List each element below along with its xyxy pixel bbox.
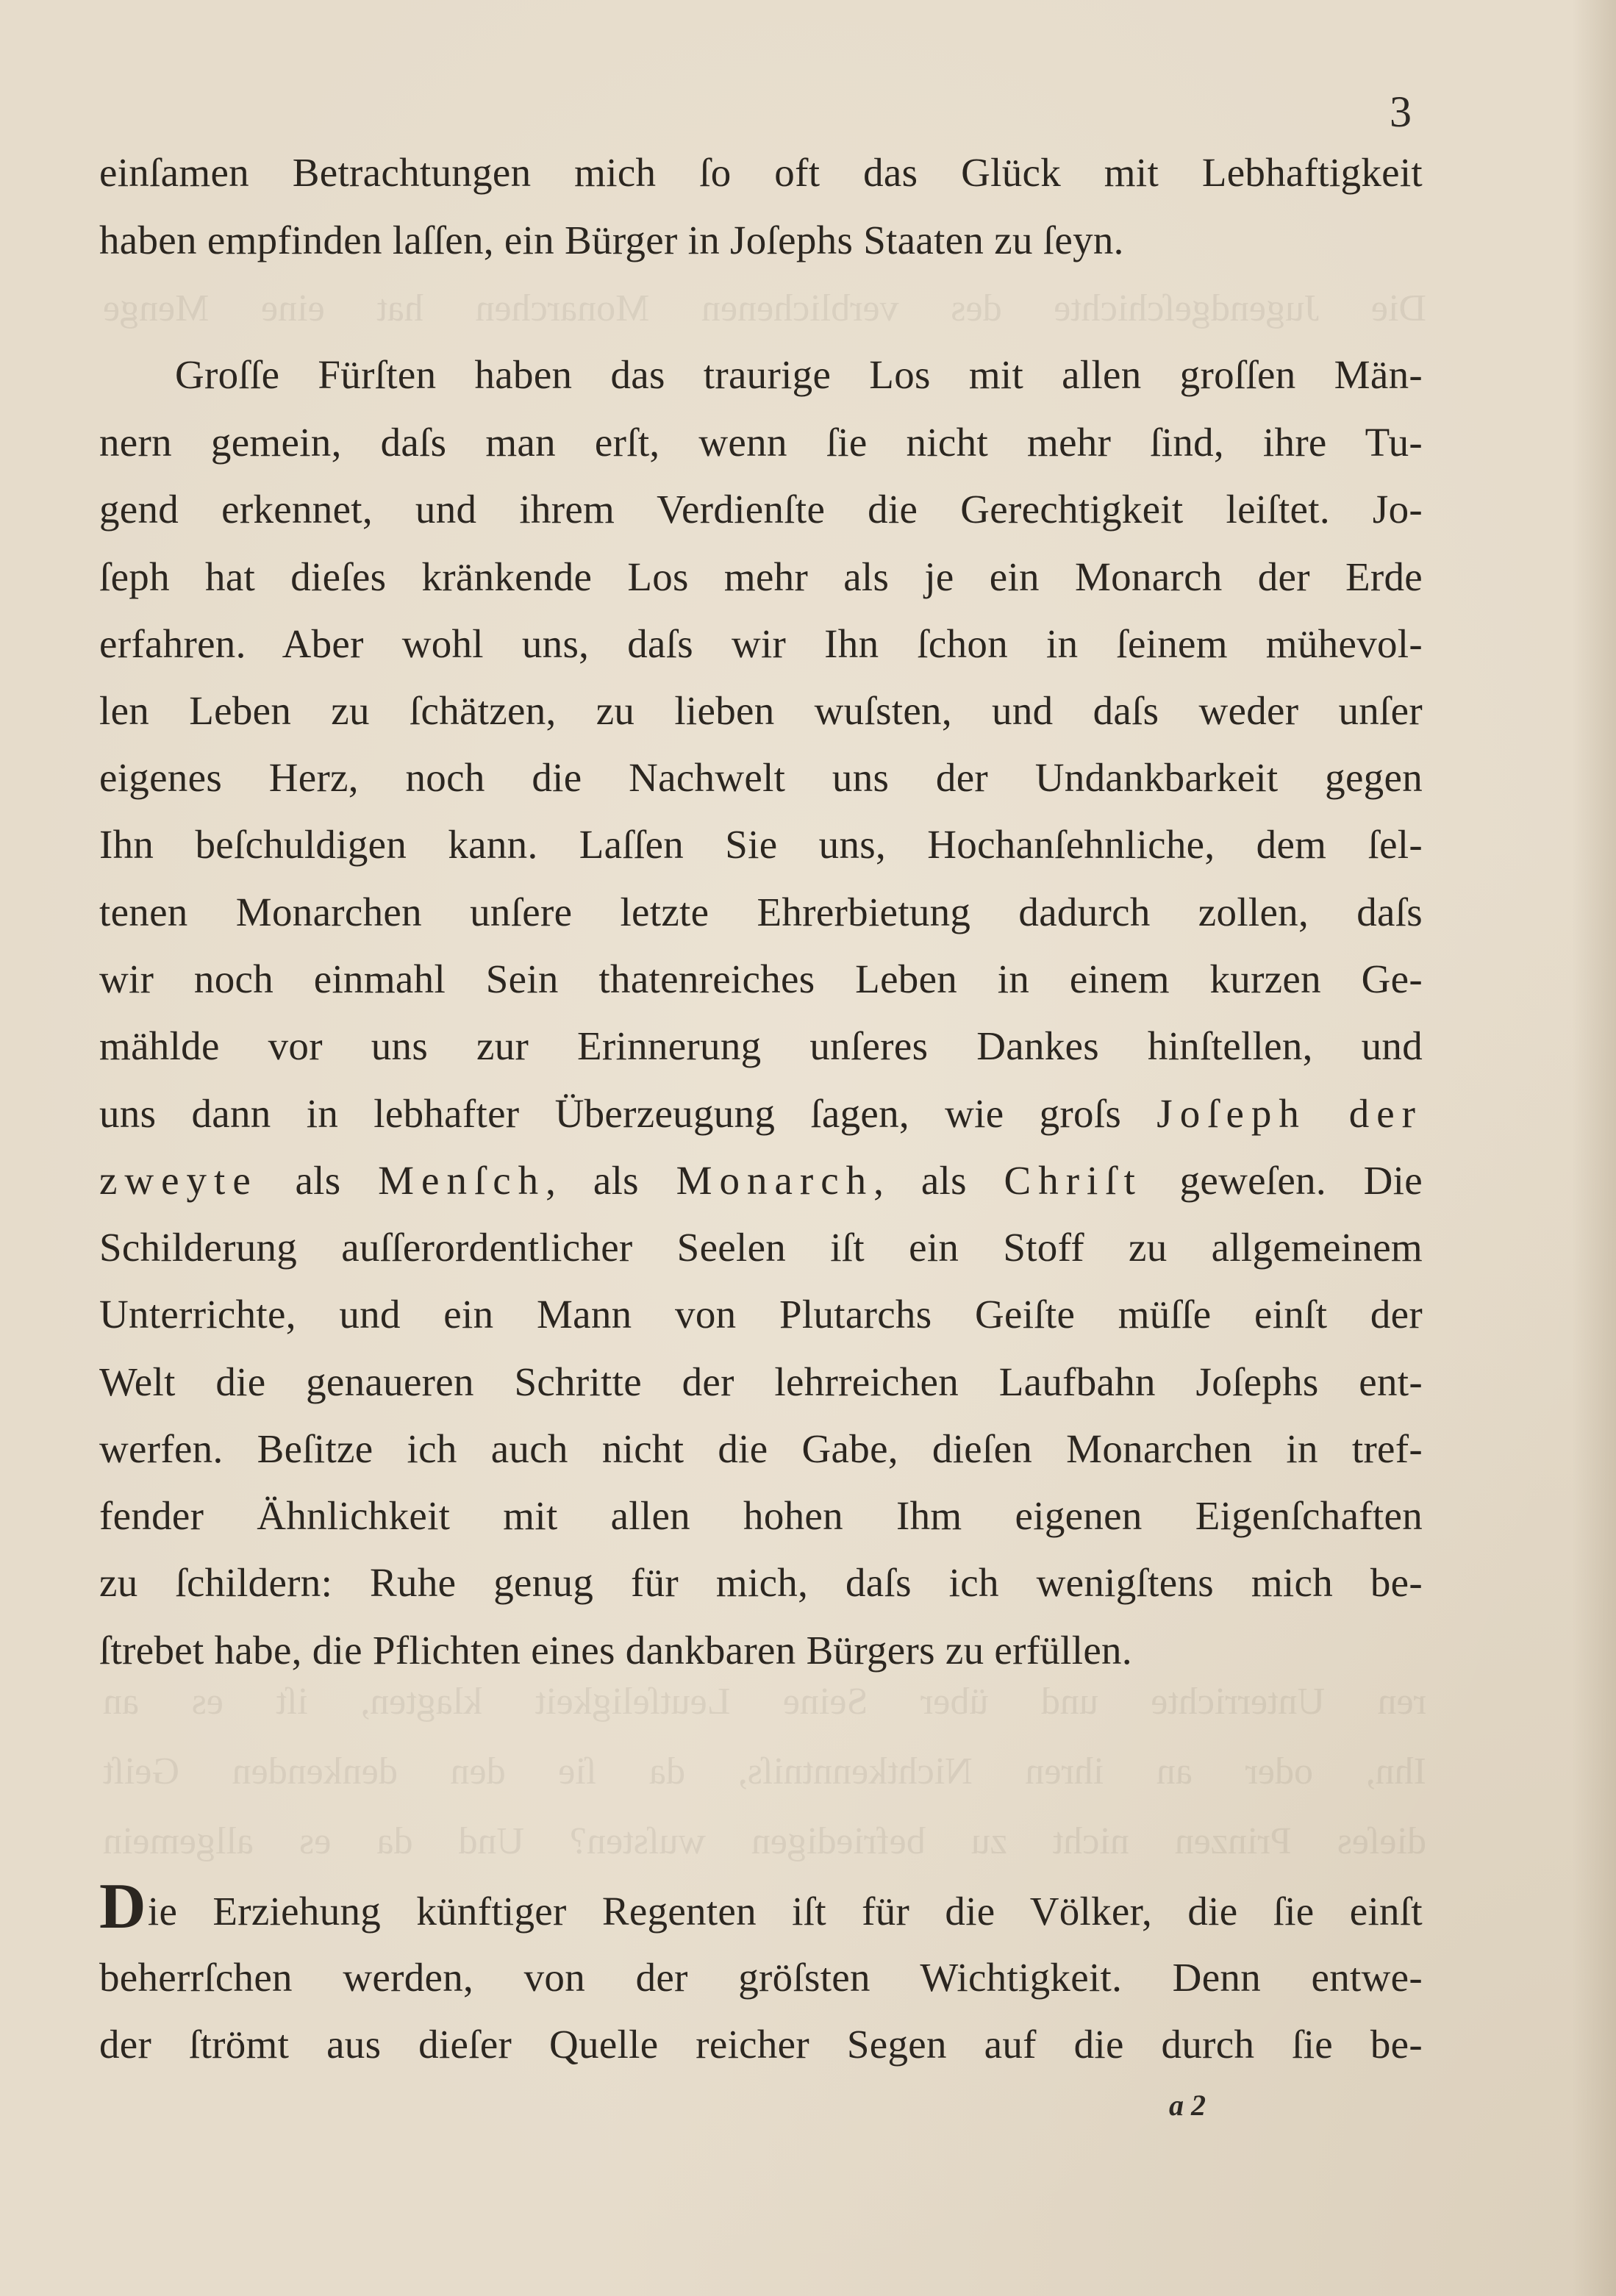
bleed-through-line: Die Jugendgeſchichte des verblichenen Monarchen hat eine Menge <box>103 287 1426 329</box>
signature-mark: a 2 <box>1169 2089 1206 2122</box>
text-line: ſtrebet habe, die Pflichten eines dankbaren Bürgers zu erfüllen. <box>99 1628 1132 1673</box>
text-run: , als <box>546 1158 639 1203</box>
text-line: der ſtrömt aus dieſer Quelle reicher Segen auf die durch ſie be- <box>99 2022 1423 2067</box>
bleed-through-line: dieſes Prinzen nicht zu befriedigen wuſsten? Und da es allgemein <box>103 1820 1426 1862</box>
drop-initial: D <box>99 1871 146 1942</box>
text-line: Groſſe Fürſten haben das traurige Los mit allen groſſen Män- <box>175 352 1423 397</box>
text-line: len Leben zu ſchätzen, zu lieben wuſsten, und daſs weder unſer <box>99 688 1423 733</box>
text-line: erfahren. Aber wohl uns, daſs wir Ihn ſchon in ſeinem mühevol- <box>99 621 1423 666</box>
text-line <box>99 1871 1423 1945</box>
text-line: eigenes Herz, noch die Nachwelt uns der Undankbarkeit gegen <box>99 755 1423 800</box>
spaced-word: Menſch <box>378 1158 546 1203</box>
text-line: Unterrichte, und ein Mann von Plutarchs Geiſte müſſe einſt der <box>99 1292 1423 1337</box>
text-line: gend erkennet, und ihrem Verdienſte die Gerechtigkeit leiſtet. Jo- <box>99 487 1423 532</box>
text-line: tenen Monarchen unſere letzte Ehrerbietung dadurch zollen, daſs <box>99 890 1423 934</box>
text-run: ie Erziehung künftiger Regenten iſt für die Völker, die ſie einſt <box>147 1889 1423 1934</box>
text-line: beherrſchen werden, von der gröſsten Wichtigkeit. Denn entwe- <box>99 1955 1423 2000</box>
text-line: nern gemein, daſs man erſt, wenn ſie nicht mehr ſind, ihre Tu- <box>99 420 1423 465</box>
text-line: haben empfinden laſſen, ein Bürger in Joſephs Staaten zu ſeyn. <box>99 218 1124 262</box>
bleed-through-line: ren Unterrichte und über Seine Leutſeligkeit klagten, iſt es an <box>103 1681 1426 1723</box>
text-line: ſeph hat dieſes kränkende Los mehr als je ein Monarch der Erde <box>99 554 1423 599</box>
spaced-word: Monarch <box>676 1158 874 1203</box>
text-line: zu ſchildern: Ruhe genug für mich, daſs ich wenigſtens mich be- <box>99 1560 1423 1605</box>
text-line: mählde vor uns zur Erinnerung unſeres Dankes hinſtellen, und <box>99 1023 1423 1068</box>
text-line: wir noch einmahl Sein thatenreiches Leben in einem kurzen Ge- <box>99 956 1423 1001</box>
text-line: Welt die genaueren Schritte der lehrreichen Laufbahn Joſephs ent- <box>99 1359 1423 1404</box>
text-run: uns dann in lebhafter Überzeugung ſagen, wie groſs <box>99 1091 1122 1136</box>
spaced-word: zweyte <box>99 1158 258 1203</box>
text-line <box>99 1081 1423 1147</box>
bleed-through-line: Ihn, oder an ihren Nichtkenntniſs, da ſie den denkenden Geiſt <box>103 1750 1426 1792</box>
text-line: Schilderung auſſerordentlicher Seelen iſt ein Stoff zu allgemeinem <box>99 1225 1423 1270</box>
text-run: als <box>295 1158 341 1203</box>
text-line: Ihn beſchuldigen kann. Laſſen Sie uns, Hochanſehnliche, dem ſel- <box>99 822 1423 867</box>
text-run: geweſen. Die <box>1179 1158 1423 1203</box>
text-run: , als <box>873 1158 967 1203</box>
text-line: einſamen Betrachtungen mich ſo oft das Glück mit Lebhaftigkeit <box>99 150 1423 195</box>
page-number: 3 <box>1390 87 1412 136</box>
text-line: fender Ähnlichkeit mit allen hohen Ihm eigenen Eigenſchaften <box>99 1493 1423 1538</box>
text-line <box>99 1148 1423 1214</box>
spaced-word: Chriſt <box>1004 1158 1143 1203</box>
page-edge-shadow <box>1572 0 1616 2296</box>
text-line: werfen. Beſitze ich auch nicht die Gabe, dieſen Monarchen in tref- <box>99 1426 1423 1471</box>
spaced-name: Joſeph der <box>1156 1091 1423 1136</box>
